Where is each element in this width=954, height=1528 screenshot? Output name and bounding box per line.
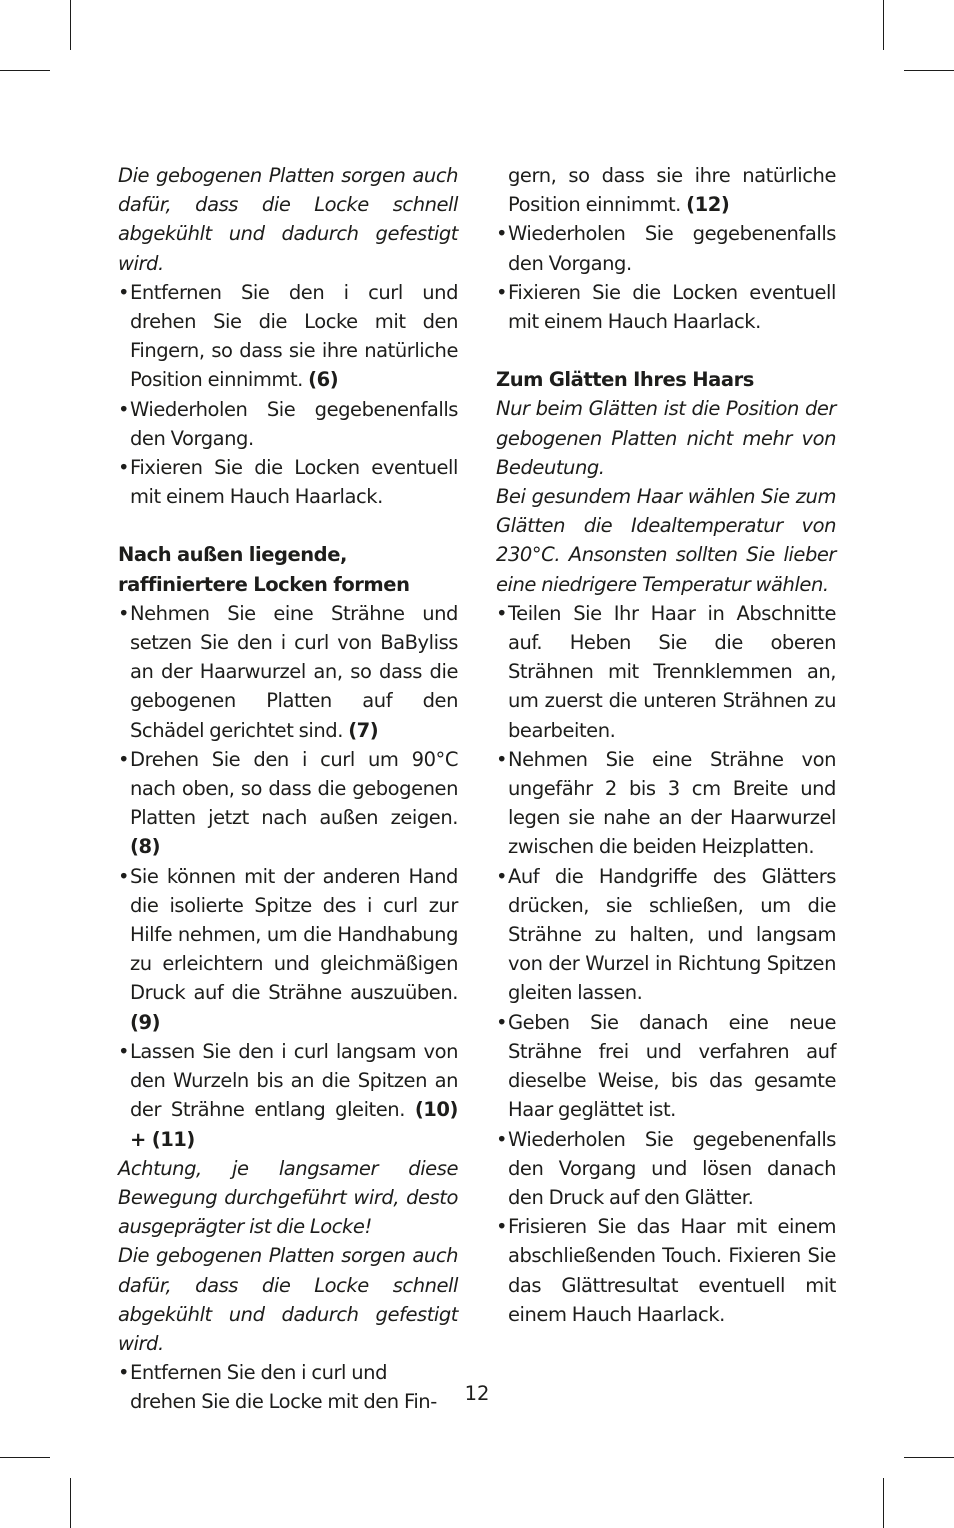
list-item: • Wiederholen Sie gegebenenfalls den Vorgang. (496, 219, 836, 277)
right-column (496, 161, 836, 1329)
page-number: 12 (464, 1382, 490, 1405)
bullet-list (118, 278, 458, 512)
bullet-list (496, 161, 836, 336)
list-item: • Frisieren Sie das Haar mit einem abschließenden Touch. Fixieren Sie das Glättresultat eventuell mit einem Hauch Haarlack. (496, 1212, 836, 1329)
crop-mark (70, 0, 71, 50)
info-note: Bei gesundem Haar wählen Sie zum Glätten die Idealtemperatur von 230°C. Ansonsten sollten Sie lieber eine niedrigere Temperatur wählen. (496, 485, 836, 596)
info-note: Die gebogenen Platten sorgen auch dafür, dass die Locke schnell abgekühlt und dadurch gefestigt wird. (118, 1244, 458, 1355)
left-column (118, 161, 458, 1417)
bullet-list (496, 599, 836, 1329)
crop-mark (883, 0, 884, 50)
crop-mark (883, 1478, 884, 1528)
list-item: • Sie können mit der anderen Hand die isolierte Spitze des i curl zur Hilfe nehmen, um die Handhabung zu erleichtern und gleichmäßigen Druck auf die Strähne auszuüben. (9) (118, 862, 458, 1037)
crop-mark (0, 1457, 50, 1458)
list-item: • Auf die Handgriffe des Glätters drücken, sie schließen, um die Strähne zu halten, und langsam von der Wurzel in Richtung Spitzen gleiten lassen. (496, 862, 836, 1008)
list-item: • Entfernen Sie den i curl und drehen Sie die Locke mit den Fingern, so dass sie ihre natürliche Position einnimmt. (6) (118, 278, 458, 395)
list-item: • Wiederholen Sie gegebenenfalls den Vorgang und lösen danach den Druck auf den Glätter. (496, 1125, 836, 1213)
list-item: • Nehmen Sie eine Strähne von ungefähr 2 bis 3 cm Breite und legen sie nahe an der Haarwurzel zwischen die beiden Heizplatten. (496, 745, 836, 862)
crop-mark (70, 1478, 71, 1528)
list-item: • Drehen Sie den i curl um 90°C nach oben, so dass die gebogenen Platten jetzt nach außen zeigen. (8) (118, 745, 458, 862)
list-item: • Nehmen Sie eine Strähne und setzen Sie den i curl von BaByliss an der Haarwurzel an, so dass die gebogenen Platten auf den Schädel gerichtet sind. (7) (118, 599, 458, 745)
intro-note: Die gebogenen Platten sorgen auch dafür, dass die Locke schnell abgekühlt und dadurch gefestigt wird. (118, 164, 458, 275)
list-item: • Wiederholen Sie gegebenenfalls den Vorgang. (118, 395, 458, 453)
list-item-continuation: gern, so dass sie ihre natürliche Position einnimmt. (12) (508, 164, 836, 217)
bullet-list (118, 599, 458, 1154)
list-item: • Teilen Sie Ihr Haar in Abschnitte auf. Heben Sie die oberen Strähnen mit Trennklemmen an, um zuerst die unteren Strähnen zu bearbeiten. (496, 599, 836, 745)
list-item: • Fixieren Sie die Locken eventuell mit einem Hauch Haarlack. (496, 278, 836, 336)
list-item: • Geben Sie danach eine neue Strähne frei und verfahren auf dieselbe Weise, bis das gesamte Haar geglättet ist. (496, 1008, 836, 1125)
crop-mark (0, 70, 50, 71)
info-note: Nur beim Glätten ist die Position der gebogenen Platten nicht mehr von Bedeutung. (496, 397, 836, 479)
section-heading: Nach außen liegende, raffiniertere Locken formen (118, 543, 410, 596)
crop-mark (904, 70, 954, 71)
list-item: • Fixieren Sie die Locken eventuell mit einem Hauch Haarlack. (118, 453, 458, 511)
list-item: • Entfernen Sie den i curl und drehen Sie die Locke mit den Fin- (118, 1358, 458, 1416)
section-heading: Zum Glätten Ihres Haars (496, 368, 754, 392)
list-item: • Lassen Sie den i curl langsam von den Wurzeln bis an die Spitzen an der Strähne entlang gleiten. (10) + (11) (118, 1037, 458, 1154)
crop-mark (904, 1457, 954, 1458)
caution-note: Achtung, je langsamer diese Bewegung durchgeführt wird, desto ausgeprägter ist die Locke! (118, 1156, 458, 1239)
